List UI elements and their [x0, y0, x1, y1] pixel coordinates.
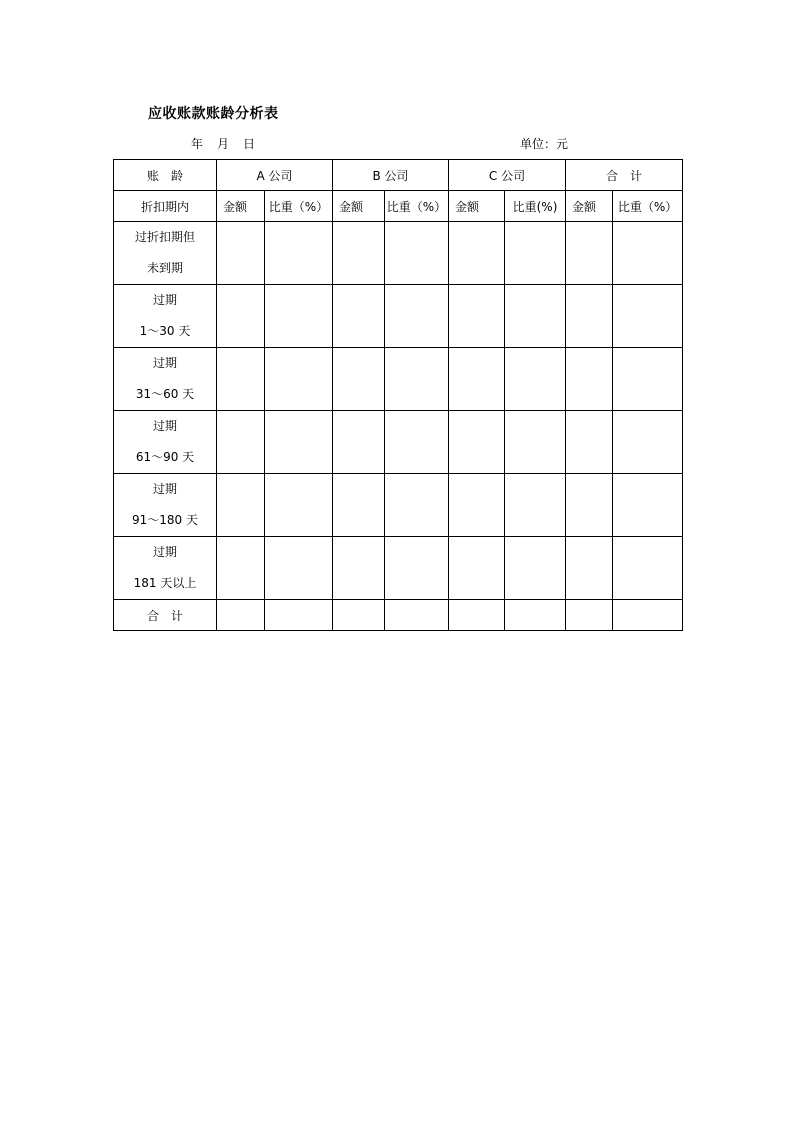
table-row — [114, 411, 683, 474]
cell — [385, 537, 449, 600]
aging-label-line1: 过期 — [152, 293, 177, 307]
aging-label-line2: 181 天以上 — [133, 576, 197, 590]
cell — [613, 348, 683, 411]
cell — [449, 537, 505, 600]
cell — [217, 348, 265, 411]
cell — [613, 285, 683, 348]
c-ratio-header: 比重(%) — [505, 191, 566, 222]
cell — [385, 600, 449, 631]
cell — [449, 285, 505, 348]
cell — [265, 537, 333, 600]
cell — [505, 348, 566, 411]
cell — [385, 348, 449, 411]
month-label: 月 — [217, 137, 230, 151]
cell — [385, 474, 449, 537]
aging-label — [114, 348, 217, 411]
aging-label — [114, 537, 217, 600]
cell — [566, 537, 613, 600]
aging-analysis-table — [113, 159, 683, 631]
day-label: 日 — [243, 137, 256, 151]
cell — [613, 411, 683, 474]
cell — [505, 537, 566, 600]
cell — [265, 474, 333, 537]
cell — [505, 474, 566, 537]
total-row — [114, 600, 683, 631]
total-ratio-header: 比重（%） — [613, 191, 683, 222]
cell — [385, 285, 449, 348]
cell — [217, 411, 265, 474]
total-amount-header: 金额 — [566, 191, 613, 222]
cell — [217, 285, 265, 348]
aging-label-line1: 过期 — [152, 356, 177, 370]
b-amount-header: 金额 — [333, 191, 385, 222]
c-amount-header: 金额 — [449, 191, 505, 222]
aging-label — [114, 474, 217, 537]
cell — [566, 285, 613, 348]
cell — [265, 348, 333, 411]
aging-label — [114, 411, 217, 474]
cell — [265, 600, 333, 631]
cell — [449, 600, 505, 631]
cell — [217, 600, 265, 631]
table-row — [114, 474, 683, 537]
header-row — [114, 160, 683, 191]
aging-label-line1: 过期 — [152, 482, 177, 496]
cell — [385, 411, 449, 474]
aging-header: 账 龄 — [114, 160, 217, 191]
cell — [217, 474, 265, 537]
aging-label-line2: 1～30 天 — [139, 324, 191, 338]
aging-label-line2: 61～90 天 — [135, 450, 195, 464]
total-header: 合 计 — [566, 160, 683, 191]
cell — [613, 222, 683, 285]
aging-label — [114, 285, 217, 348]
cell — [217, 537, 265, 600]
aging-label-line2: 91～180 天 — [132, 513, 198, 527]
aging-label-line1: 过折扣期但 — [134, 230, 195, 244]
company-c-header: C 公司 — [449, 160, 566, 191]
table-row — [114, 537, 683, 600]
date-line — [191, 135, 255, 152]
table-row — [114, 222, 683, 285]
subheader-row — [114, 191, 683, 222]
b-ratio-header: 比重（%） — [385, 191, 449, 222]
cell — [385, 222, 449, 285]
aging-label-line1: 过期 — [152, 545, 177, 559]
cell — [265, 222, 333, 285]
cell — [333, 474, 385, 537]
cell — [333, 600, 385, 631]
aging-label — [114, 222, 217, 285]
cell — [566, 348, 613, 411]
cell — [613, 537, 683, 600]
year-label: 年 — [191, 137, 204, 151]
a-ratio-header: 比重（%） — [265, 191, 333, 222]
cell — [566, 474, 613, 537]
a-amount-header: 金额 — [217, 191, 265, 222]
cell — [333, 537, 385, 600]
total-row-label: 合 计 — [114, 600, 217, 631]
company-a-header: A 公司 — [217, 160, 333, 191]
cell — [449, 348, 505, 411]
cell — [566, 600, 613, 631]
cell — [505, 600, 566, 631]
unit-label: 单位：元 — [520, 137, 569, 151]
cell — [333, 222, 385, 285]
cell — [505, 222, 566, 285]
cell — [613, 600, 683, 631]
page-title: 应收账款账龄分析表 — [148, 106, 279, 122]
aging-label-line1: 过期 — [152, 419, 177, 433]
cell — [265, 411, 333, 474]
cell — [449, 222, 505, 285]
table-row — [114, 285, 683, 348]
cell — [566, 411, 613, 474]
aging-label-line2: 未到期 — [146, 261, 183, 275]
within-discount-period-label: 折扣期内 — [114, 191, 217, 222]
company-b-header: B 公司 — [333, 160, 449, 191]
cell — [505, 411, 566, 474]
cell — [333, 285, 385, 348]
cell — [613, 474, 683, 537]
cell — [333, 348, 385, 411]
cell — [217, 222, 265, 285]
cell — [566, 222, 613, 285]
cell — [333, 411, 385, 474]
cell — [449, 474, 505, 537]
aging-label-line2: 31～60 天 — [135, 387, 195, 401]
cell — [449, 411, 505, 474]
cell — [265, 285, 333, 348]
table-row — [114, 348, 683, 411]
cell — [505, 285, 566, 348]
